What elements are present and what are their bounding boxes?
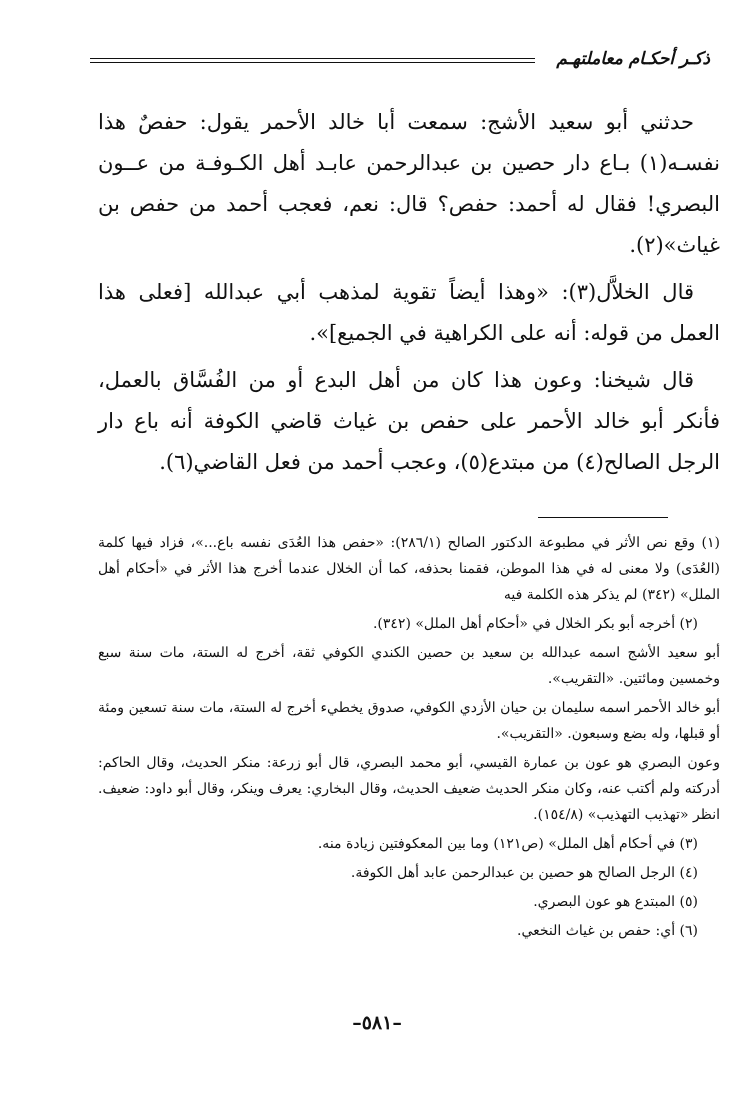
footnote-note: أبو خالد الأحمر اسمه سليمان بن حيان الأزدي الكوفي، صدوق يخطيء أخرج له الستة، مات سنة تسعين ومئة أو قبلها، وله بضع وسبعون. «التقريب». [98,700,720,742]
footnote: (١) وقع نص الأثر في مطبوعة الدكتور الصالح (٢٨٦/١): «حفص هذا العُدَى نفسه باع...»، فزاد فيها كلمة (العُدَى) ولا معنى له في هذا الموطن، فقمنا بحذفه، كما أن الخلال عندما أخرج هذا الأثر في «أحكام أهل الملل» (٣٤٢) لم يذكر هذه الكلمة فيه [98,535,720,603]
footnotes [98,530,720,947]
main-paragraph: قال الخلاَّل(٣): «وهذا أيضاً تقوية لمذهب أبي عبدالله [فعلى هذا العمل من قوله: أنه على الكراهية في الجميع]». [98,280,720,345]
footnote: (٢) أخرجه أبو بكر الخلال في «أحكام أهل الملل» (٣٤٢). [372,616,698,632]
footnote-note: وعون البصري هو عون بن عمارة القيسي، أبو محمد البصري، قال أبو زرعة: منكر الحديث، وقال الحاكم: أدركته ولم أكتب عنه، وكان منكر الحديث ضعيف الحديث، وقال البخاري: يعرف وينكر، وقال أبو داود: ضعيف. انظر «تهذيب التهذيب» (١٥٤/٨). [98,755,720,823]
main-paragraph: حدثني أبو سعيد الأشج: سمعت أبا خالد الأحمر يقول: حفصٌ هذا نفسـه(١) بـاع دار حصين بن عبدالرحمن عابـد أهل الكـوفـة من عــون البصري! فقال له أحمد: حفص؟ قال: نعم، فعجب أحمد من حفص بن غياث»(٢). [98,110,720,257]
running-title: ذكـر أحكـام معاملتهـم [556,49,710,69]
footnote: (٥) المبتدع هو عون البصري. [533,894,698,910]
footnote-note: أبو سعيد الأشج اسمه عبدالله بن سعيد بن حصين الكندي الكوفي ثقة، أخرج له الستة، مات سنة سبع وخمسين ومائتين. «التقريب». [98,645,720,687]
footnote: (٦) أي: حفص بن غياث النخعي. [517,923,698,939]
header-double-rule [90,58,535,63]
running-header [90,44,710,74]
footnote: (٣) في أحكام أهل الملل» (ص١٢١) وما بين المعكوفتين زيادة منه. [317,836,698,852]
main-text [98,102,720,489]
page-number: –٥٨١– [352,1012,402,1034]
footnote-divider [538,517,668,518]
main-paragraph: قال شيخنا: وعون هذا كان من أهل البدع أو من الفُسَّاق بالعمل، فأنكر أبو خالد الأحمر على حفص بن غياث قاضي الكوفة أنه باع دار الرجل الصالح(٤) من مبتدع(٥)، وعجب أحمد من فعل القاضي(٦). [98,368,720,474]
footnote: (٤) الرجل الصالح هو حصين بن عبدالرحمن عابد أهل الكوفة. [350,865,698,881]
